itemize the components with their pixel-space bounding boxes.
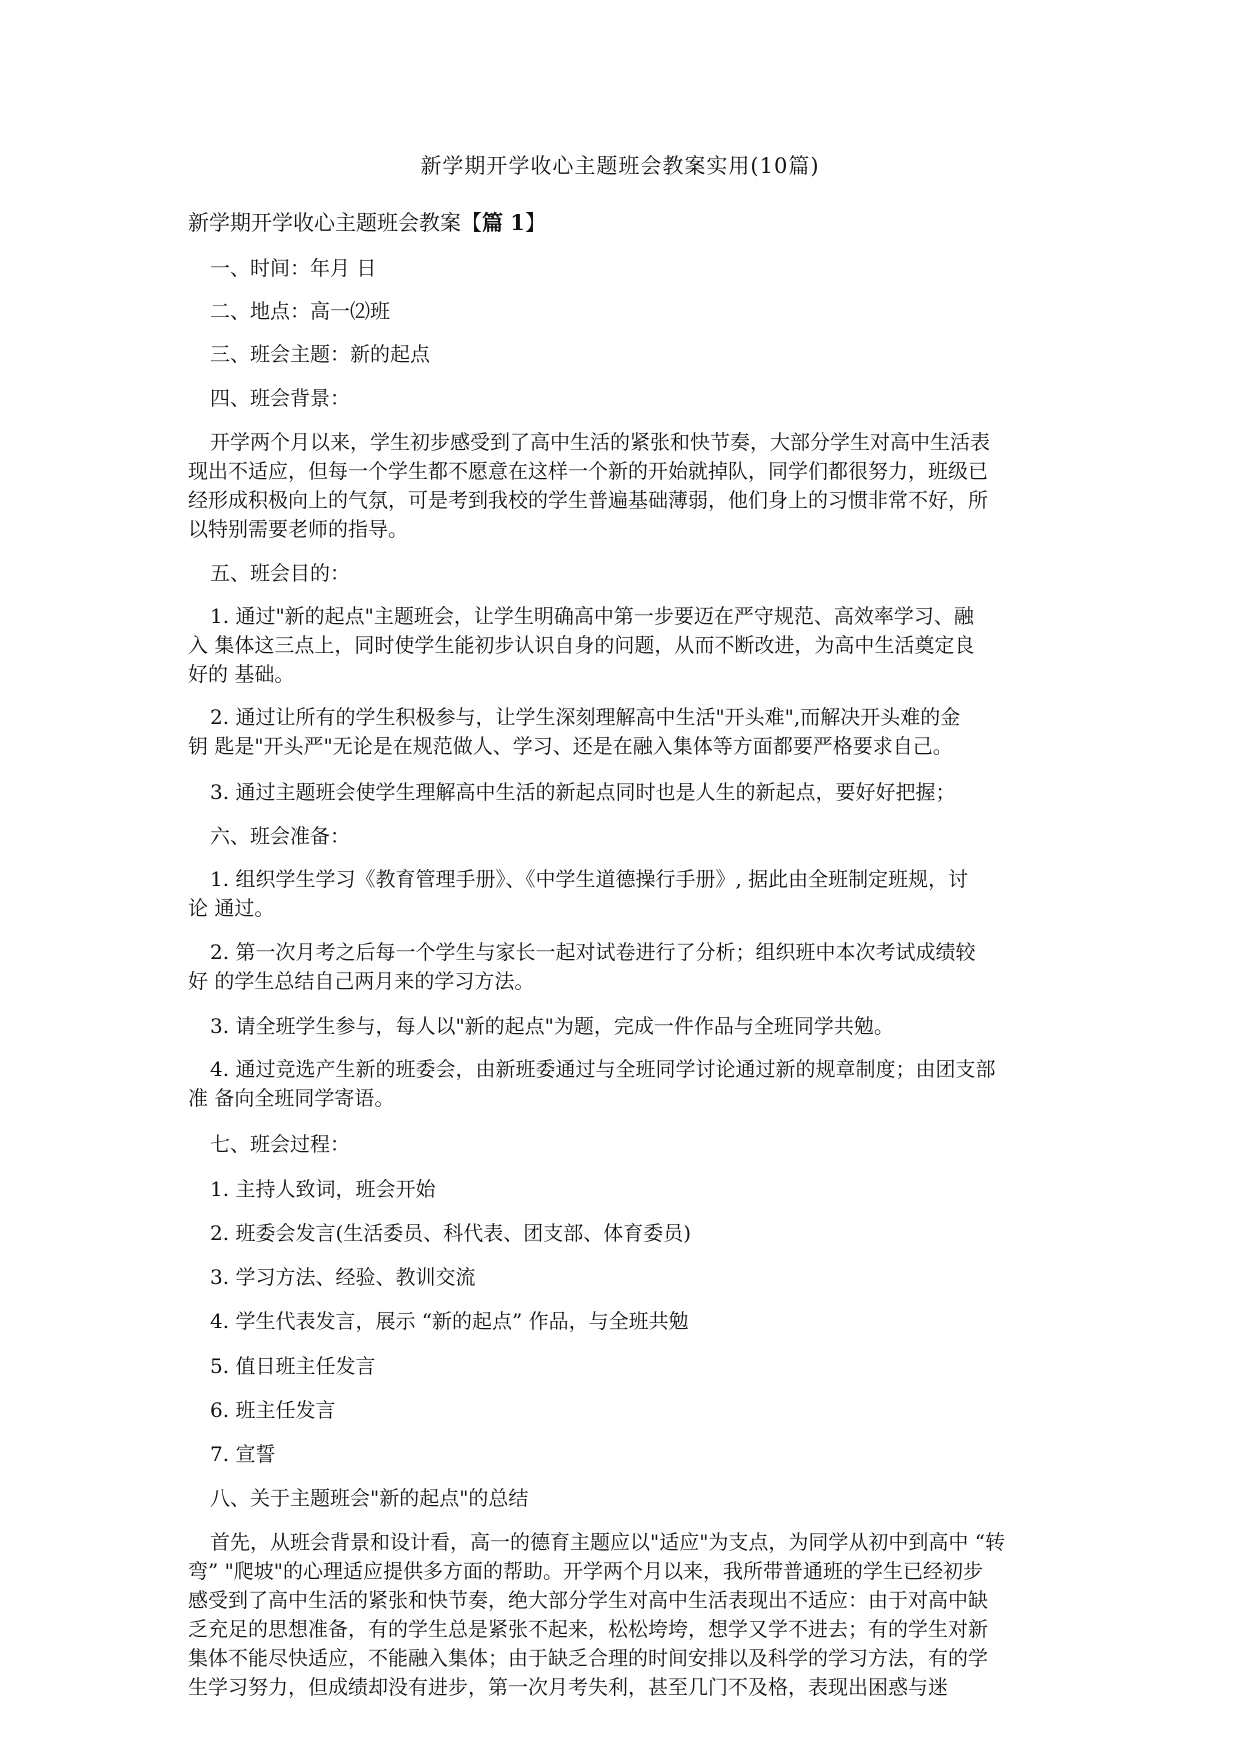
summary-line: 感受到了高中生活的紧张和快节奏，绝大部分学生对高中生活表现出不适应：由于对高中缺 — [188, 1588, 988, 1612]
prep-1-line: 1. 组织学生学习《教育管理手册》、《中学生道德操行手册》, 据此由全班制定班规，讨 — [210, 867, 969, 891]
summary-line: 首先，从班会背景和设计看，高一的德育主题应以"适应"为支点，为同学从初中到高中 “转 — [210, 1530, 1005, 1554]
goal-1-line: 好的 基础。 — [188, 662, 295, 686]
prep-4-line: 准 备向全班同学寄语。 — [188, 1086, 395, 1110]
background-line: 开学两个月以来，学生初步感受到了高中生活的紧张和快节奏，大部分学生对高中生活表 — [210, 430, 990, 454]
section-heading-number: 篇 1 — [482, 210, 525, 235]
background-line: 以特别需要老师的指导。 — [188, 517, 408, 541]
prep-1-paragraph — [188, 865, 1060, 923]
section-heading-prefix: 新学期开学收心主题班会教案【 — [188, 211, 482, 235]
item-process-heading: 七、班会过程： — [210, 1132, 350, 1156]
summary-line: 乏充足的思想准备，有的学生总是紧张不起来，松松垮垮，想学又学不进去；有的学生对新 — [188, 1617, 988, 1641]
goal-1-line: 入 集体这三点上，同时使学生能初步认识自身的问题，从而不断改进，为高中生活奠定良 — [188, 633, 975, 657]
item-time: 一、时间：年月 日 — [210, 256, 377, 280]
prep-2-line: 好 的学生总结自己两月来的学习方法。 — [188, 969, 535, 993]
prep-4-paragraph — [188, 1055, 1060, 1113]
item-location: 二、地点：高一⑵班 — [210, 299, 390, 323]
section-heading — [188, 207, 546, 237]
process-step: 1. 主持人致词，班会开始 — [210, 1177, 436, 1201]
process-step: 4. 学生代表发言，展示 “新的起点” 作品，与全班共勉 — [210, 1309, 689, 1333]
goal-3: 3. 通过主题班会使学生理解高中生活的新起点同时也是人生的新起点，要好好把握； — [210, 780, 956, 804]
prep-3: 3. 请全班学生参与，每人以"新的起点"为题，完成一件作品与全班同学共勉。 — [210, 1014, 894, 1038]
process-step: 2. 班委会发言(生活委员、科代表、团支部、体育委员) — [210, 1221, 692, 1245]
process-step: 6. 班主任发言 — [210, 1398, 336, 1422]
goal-2-paragraph — [188, 703, 1060, 761]
background-paragraph — [188, 428, 1060, 544]
item-background-heading: 四、班会背景： — [210, 386, 350, 410]
process-step: 5. 值日班主任发言 — [210, 1354, 376, 1378]
goal-2-line: 钥 匙是"开头严"无论是在规范做人、学习、还是在融入集体等方面都要严格要求自己。 — [188, 734, 953, 758]
background-line: 经形成积极向上的气氛，可是考到我校的学生普遍基础薄弱，他们身上的习惯非常不好，所 — [188, 488, 988, 512]
process-step: 7. 宣誓 — [210, 1442, 276, 1466]
section-heading-suffix: 】 — [524, 211, 546, 235]
goal-1-paragraph — [188, 602, 1060, 689]
summary-line: 生学习努力，但成绩却没有进步，第一次月考失利，甚至几门不及格，表现出困惑与迷 — [188, 1675, 948, 1699]
prep-1-line: 论 通过。 — [188, 896, 275, 920]
process-step: 3. 学习方法、经验、教训交流 — [210, 1265, 476, 1289]
summary-paragraph — [188, 1528, 1060, 1702]
item-summary-heading: 八、关于主题班会"新的起点"的总结 — [210, 1486, 529, 1510]
goal-2-line: 2. 通过让所有的学生积极参与，让学生深刻理解高中生活"开头难",而解决开头难的金 — [210, 705, 961, 729]
background-line: 现出不适应，但每一个学生都不愿意在这样一个新的开始就掉队，同学们都很努力，班级已 — [188, 459, 988, 483]
item-prep-heading: 六、班会准备： — [210, 824, 350, 848]
prep-2-line: 2. 第一次月考之后每一个学生与家长一起对试卷进行了分析；组织班中本次考试成绩较 — [210, 940, 976, 964]
summary-line: 集体不能尽快适应，不能融入集体；由于缺乏合理的时间安排以及科学的学习方法，有的学 — [188, 1646, 988, 1670]
item-goal-heading: 五、班会目的： — [210, 561, 350, 585]
summary-line: 弯” "爬坡"的心理适应提供多方面的帮助。开学两个月以来，我所带普通班的学生已经初步 — [188, 1559, 983, 1583]
prep-2-paragraph — [188, 938, 1060, 996]
goal-1-line: 1. 通过"新的起点"主题班会，让学生明确高中第一步要迈在严守规范、高效率学习、融 — [210, 604, 974, 628]
item-theme: 三、班会主题：新的起点 — [210, 342, 430, 366]
document-title: 新学期开学收心主题班会教案实用(10篇) — [420, 154, 820, 178]
prep-4-line: 4. 通过竞选产生新的班委会，由新班委通过与全班同学讨论通过新的规章制度；由团支部 — [210, 1057, 996, 1081]
